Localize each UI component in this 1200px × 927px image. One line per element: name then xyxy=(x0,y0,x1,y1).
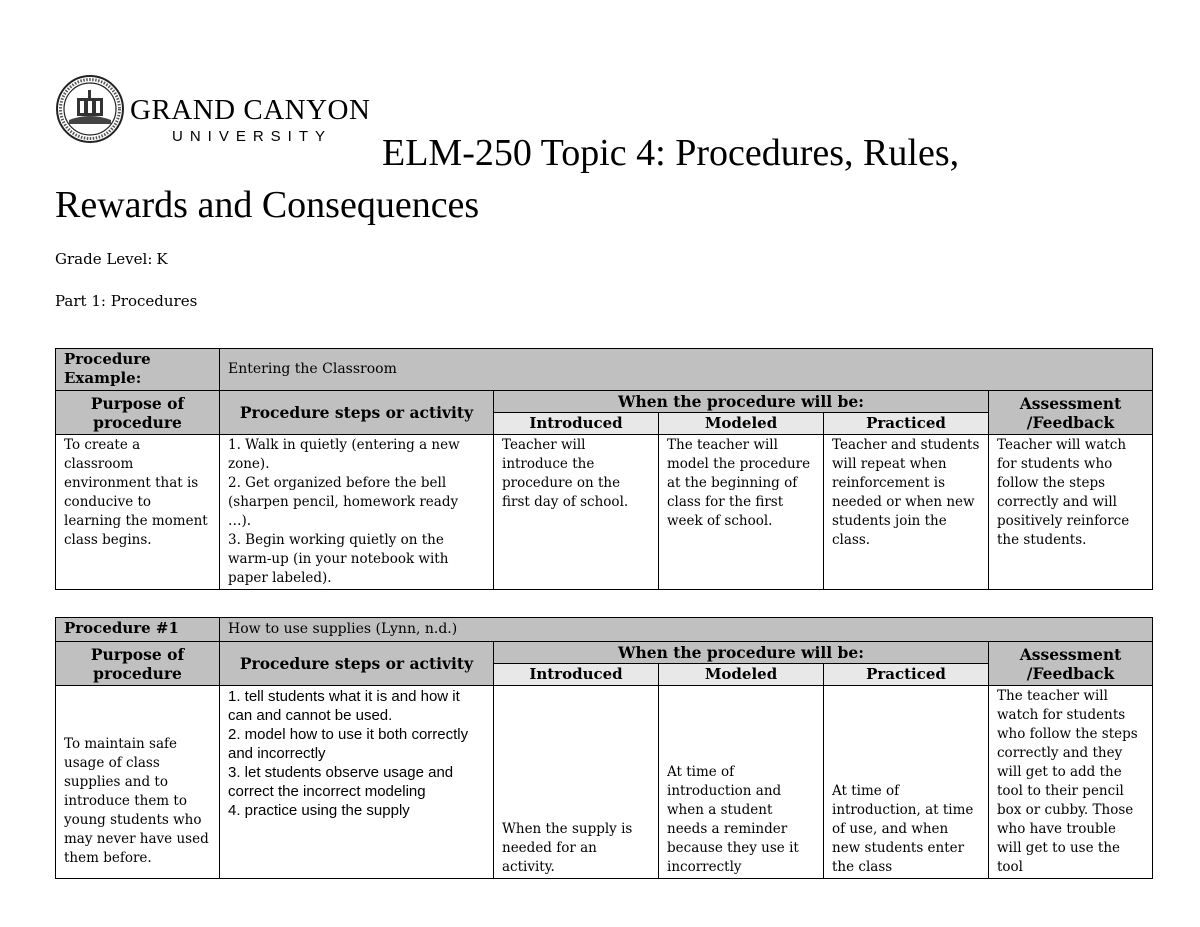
modeled-cell: At time of introduction and when a student needs a reminder because they use it incorrectly xyxy=(659,686,824,879)
logo-wordmark: GRAND CANYON xyxy=(130,94,371,126)
assessment-cell: The teacher will watch for students who follow the steps correctly and they will get to add the tool to their pencil box or cubby. Those who have trouble will get to use the tool xyxy=(989,686,1153,879)
part-heading: Part 1: Procedures xyxy=(55,292,198,310)
modeled-column-header: Modeled xyxy=(659,413,824,435)
grade-level-value: K xyxy=(156,250,168,268)
grade-level xyxy=(55,250,168,268)
logo-subtitle: UNIVERSITY xyxy=(172,128,333,145)
when-column-header: When the procedure will be: xyxy=(494,642,989,664)
introduced-cell: Teacher will introduce the procedure on the first day of school. xyxy=(494,435,659,590)
purpose-cell: To create a classroom environment that is conducive to learning the moment class begins. xyxy=(56,435,220,590)
modeled-cell: The teacher will model the procedure at the beginning of class for the first week of school. xyxy=(659,435,824,590)
practiced-column-header: Practiced xyxy=(824,664,989,686)
steps-column-header: Procedure steps or activity xyxy=(220,391,494,435)
university-logo xyxy=(55,74,375,144)
assessment-column-header: Assessment /Feedback xyxy=(989,642,1153,686)
page-title-line-1: ELM-250 Topic 4: Procedures, Rules, xyxy=(382,132,960,174)
procedure-1-table xyxy=(55,617,1153,879)
purpose-cell: To maintain safe usage of class supplies and to introduce them to young students who may never have used them before. xyxy=(56,686,220,879)
grade-level-label: Grade Level: xyxy=(55,250,153,268)
procedure-label: Procedure Example: xyxy=(56,349,220,391)
practiced-cell: Teacher and students will repeat when reinforcement is needed or when new students join the class. xyxy=(824,435,989,590)
assessment-cell: Teacher will watch for students who follow the steps correctly and will positively reinforce the students. xyxy=(989,435,1153,590)
practiced-cell: At time of introduction, at time of use, and when new students enter the class xyxy=(824,686,989,879)
purpose-column-header: Purpose of procedure xyxy=(56,642,220,686)
steps-cell: 1. Walk in quietly (entering a new zone). 2. Get organized before the bell (sharpen pencil, homework ready …). 3. Begin working quietly on the warm-up (in your notebook with paper labeled). xyxy=(220,435,494,590)
introduced-column-header: Introduced xyxy=(494,664,659,686)
procedure-example-table xyxy=(55,348,1153,590)
assessment-column-header: Assessment /Feedback xyxy=(989,391,1153,435)
purpose-column-header: Purpose of procedure xyxy=(56,391,220,435)
introduced-column-header: Introduced xyxy=(494,413,659,435)
when-column-header: When the procedure will be: xyxy=(494,391,989,413)
practiced-column-header: Practiced xyxy=(824,413,989,435)
introduced-cell: When the supply is needed for an activity. xyxy=(494,686,659,879)
page-title-line-2: Rewards and Consequences xyxy=(55,184,480,226)
procedure-name: How to use supplies (Lynn, n.d.) xyxy=(220,618,1153,642)
procedure-name: Entering the Classroom xyxy=(220,349,1153,391)
steps-column-header: Procedure steps or activity xyxy=(220,642,494,686)
steps-cell: 1. tell students what it is and how it can and cannot be used. 2. model how to use it both correctly and incorrectly 3. let students observe usage and correct the incorrect modeling 4. practice using the supply xyxy=(220,686,494,879)
university-seal-icon xyxy=(55,74,125,144)
procedure-label: Procedure #1 xyxy=(56,618,220,642)
modeled-column-header: Modeled xyxy=(659,664,824,686)
